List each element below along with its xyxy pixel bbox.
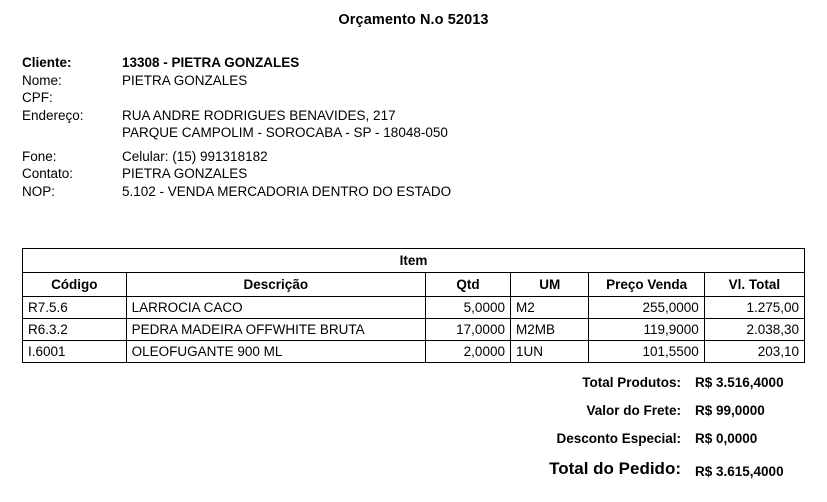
- customer-row: [22, 54, 827, 72]
- cell-preco-venda: 101,5500: [589, 341, 704, 363]
- cell-um: 1UN: [510, 341, 588, 363]
- items-table-head: [23, 249, 805, 297]
- column-header-vl-total: Vl. Total: [704, 273, 804, 297]
- total-value: R$ 3.516,4000: [695, 375, 784, 390]
- customer-value: Celular: (15) 991318182: [122, 148, 268, 164]
- customer-value: PIETRA GONZALES: [122, 72, 248, 88]
- column-header-um: UM: [510, 273, 588, 297]
- total-label: Desconto Especial:: [556, 431, 681, 446]
- grand-total-value: R$ 3.615,4000: [695, 464, 784, 479]
- total-row-pedido: [445, 459, 805, 479]
- total-value: R$ 0,0000: [695, 431, 758, 446]
- cell-vl-total: 2.038,30: [704, 319, 804, 341]
- customer-value: 5.102 - VENDA MERCADORIA DENTRO DO ESTADO: [122, 183, 452, 199]
- total-row-desconto: [445, 431, 805, 446]
- cell-descricao: LARROCIA CACO: [126, 297, 425, 319]
- cell-qtd: 5,0000: [425, 297, 510, 319]
- cell-vl-total: 1.275,00: [704, 297, 804, 319]
- total-row-frete: [445, 403, 805, 418]
- items-table-body: [23, 297, 805, 363]
- customer-row: [22, 89, 827, 107]
- customer-row: [22, 72, 827, 90]
- customer-label: Contato:: [22, 166, 74, 181]
- items-column-header-row: [23, 273, 805, 297]
- customer-label: CPF:: [22, 90, 53, 105]
- customer-row: [22, 124, 827, 142]
- totals-block: [445, 375, 805, 479]
- column-header-descricao: Descrição: [126, 273, 425, 297]
- cell-preco-venda: 255,0000: [589, 297, 704, 319]
- table-row: [23, 319, 805, 341]
- customer-label: Fone:: [22, 148, 57, 164]
- column-header-codigo: Código: [23, 273, 127, 297]
- customer-label: Nome:: [22, 72, 62, 88]
- customer-label: NOP:: [22, 183, 56, 199]
- customer-value: 13308 - PIETRA GONZALES: [122, 55, 300, 70]
- items-table: [22, 248, 805, 363]
- cell-descricao: OLEOFUGANTE 900 ML: [126, 341, 425, 363]
- cell-descricao: PEDRA MADEIRA OFFWHITE BRUTA: [126, 319, 425, 341]
- customer-value: PARQUE CAMPOLIM - SOROCABA - SP - 18048-050: [122, 125, 448, 140]
- customer-row: [22, 148, 827, 166]
- customer-row: [22, 107, 827, 125]
- column-header-qtd: Qtd: [425, 273, 510, 297]
- customer-row: [22, 183, 827, 201]
- total-row-produtos: [445, 375, 805, 390]
- customer-row: [22, 165, 827, 183]
- items-group-header: Item: [23, 249, 805, 273]
- grand-total-label: Total do Pedido:: [549, 459, 681, 478]
- cell-codigo: I.6001: [23, 341, 127, 363]
- customer-label: Endereço:: [22, 107, 84, 123]
- items-group-header-row: [23, 249, 805, 273]
- items-table-wrapper: [22, 248, 805, 363]
- cell-preco-venda: 119,9000: [589, 319, 704, 341]
- total-label: Valor do Frete:: [586, 403, 681, 418]
- customer-value: RUA ANDRE RODRIGUES BENAVIDES, 217: [122, 107, 396, 123]
- cell-um: M2: [510, 297, 588, 319]
- cell-qtd: 17,0000: [425, 319, 510, 341]
- column-header-preco-venda: Preço Venda: [589, 273, 704, 297]
- cell-vl-total: 203,10: [704, 341, 804, 363]
- total-value: R$ 99,0000: [695, 403, 765, 418]
- customer-label: Cliente:: [22, 55, 72, 70]
- total-label: Total Produtos:: [582, 375, 681, 390]
- cell-qtd: 2,0000: [425, 341, 510, 363]
- table-row: [23, 297, 805, 319]
- table-row: [23, 341, 805, 363]
- customer-info-block: [22, 54, 827, 200]
- cell-codigo: R7.5.6: [23, 297, 127, 319]
- customer-value: PIETRA GONZALES: [122, 166, 248, 181]
- cell-codigo: R6.3.2: [23, 319, 127, 341]
- page-title: Orçamento N.o 52013: [338, 12, 489, 28]
- cell-um: M2MB: [510, 319, 588, 341]
